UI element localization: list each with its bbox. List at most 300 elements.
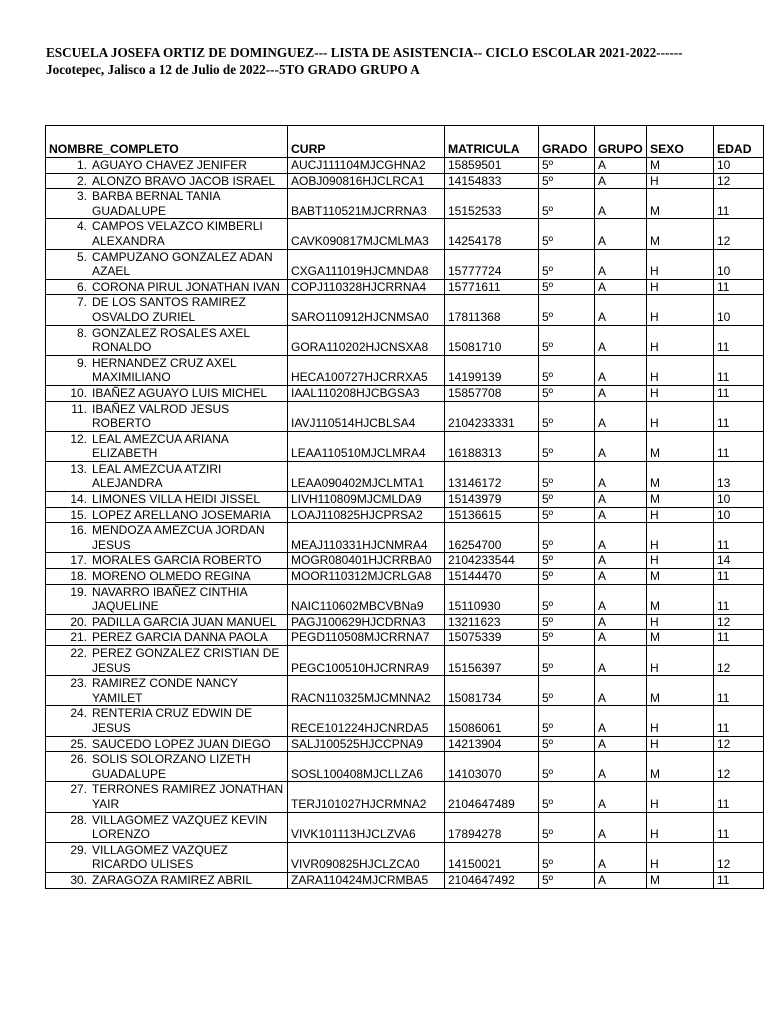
student-name: MENDOZA AMEZCUA JORDAN JESUS [92,523,265,552]
row-number: 21. [70,630,87,645]
row-number: 27. [70,782,87,797]
cell-grupo: A [595,614,647,630]
cell-edad: 11 [714,189,764,219]
cell-grado: 5º [539,584,595,614]
row-number: 15. [70,507,87,522]
cell-grupo: A [595,569,647,585]
student-name: HERNANDEZ CRUZ AXEL MAXIMILIANO [92,355,237,385]
cell-sexo: M [647,584,714,614]
cell-grado: 5º [539,492,595,508]
row-number: 28. [70,812,87,827]
cell-grado: 5º [539,249,595,279]
cell-curp: MOGR080401HJCRRBA0 [288,553,445,569]
cell-sexo: H [647,646,714,676]
row-number: 14. [70,492,87,507]
cell-curp: HECA100727HJCRRXA5 [288,355,445,385]
cell-matricula: 16254700 [445,523,539,553]
cell-matricula: 15152533 [445,189,539,219]
cell-matricula: 2104233331 [445,401,539,431]
cell-curp: PEGC100510HJCRNRA9 [288,646,445,676]
cell-grado: 5º [539,872,595,888]
cell-grupo: A [595,401,647,431]
cell-curp: IAVJ110514HJCBLSA4 [288,401,445,431]
table-row [46,706,764,736]
cell-matricula: 15081734 [445,676,539,706]
cell-curp: LEAA110510MJCLMRA4 [288,431,445,461]
student-name: RENTERIA CRUZ EDWIN DE JESUS [92,706,253,735]
cell-grupo: A [595,461,647,491]
cell-nombre [46,249,288,279]
cell-matricula: 16188313 [445,431,539,461]
cell-sexo: H [647,249,714,279]
table-row [46,461,764,491]
row-number: 26. [70,752,87,767]
cell-curp: AUCJ111104MJCGHNA2 [288,158,445,174]
cell-grupo: A [595,249,647,279]
cell-edad: 14 [714,553,764,569]
cell-grupo: A [595,385,647,401]
student-name: BARBA BERNAL TANIA GUADALUPE [92,189,220,218]
cell-nombre [46,158,288,174]
table-row [46,523,764,553]
cell-grado: 5º [539,355,595,385]
cell-grado: 5º [539,219,595,249]
student-name: MORALES GARCIA ROBERTO [92,553,262,568]
student-name: IBAÑEZ AGUAYO LUIS MICHEL [92,385,268,400]
cell-nombre [46,872,288,888]
cell-nombre [46,782,288,812]
attendance-table [45,125,764,889]
row-number: 12. [70,431,87,446]
cell-grado: 5º [539,676,595,706]
cell-matricula: 15081710 [445,325,539,355]
table-row [46,752,764,782]
column-header-nombre: NOMBRE_COMPLETO [46,126,288,158]
table-row [46,219,764,249]
table-row [46,630,764,646]
table-row [46,812,764,842]
table-row [46,646,764,676]
cell-grado: 5º [539,569,595,585]
cell-grado: 5º [539,646,595,676]
cell-curp: CXGA111019HJCMNDA8 [288,249,445,279]
cell-matricula: 15771611 [445,279,539,295]
student-name: PADILLA GARCIA JUAN MANUEL [92,614,277,629]
student-name: ALONZO BRAVO JACOB ISRAEL [92,173,276,188]
cell-grado: 5º [539,630,595,646]
row-number: 10. [70,385,87,400]
cell-nombre [46,507,288,523]
student-name: LOPEZ ARELLANO JOSEMARIA [92,507,271,522]
row-number: 11. [71,401,87,416]
student-name: GONZALEZ ROSALES AXEL RONALDO [92,325,250,355]
cell-sexo: H [647,325,714,355]
cell-curp: VIVR090825HJCLZCA0 [288,842,445,872]
cell-curp: RACN110325MJCMNNA2 [288,676,445,706]
cell-edad: 10 [714,492,764,508]
cell-sexo: M [647,492,714,508]
cell-curp: IAAL110208HJCBGSA3 [288,385,445,401]
cell-edad: 11 [714,325,764,355]
cell-nombre [46,189,288,219]
cell-matricula: 17811368 [445,295,539,325]
cell-matricula: 13146172 [445,461,539,491]
cell-sexo: H [647,782,714,812]
row-number: 9. [76,355,87,370]
cell-matricula: 14254178 [445,219,539,249]
cell-curp: PAGJ100629HJCDRNA3 [288,614,445,630]
table-row [46,676,764,706]
cell-grupo: A [595,782,647,812]
cell-nombre [46,219,288,249]
cell-matricula: 15136615 [445,507,539,523]
cell-sexo: H [647,279,714,295]
cell-edad: 12 [714,614,764,630]
cell-edad: 11 [714,279,764,295]
cell-edad: 11 [714,401,764,431]
cell-curp: RECE101224HJCNRDA5 [288,706,445,736]
cell-matricula: 15777724 [445,249,539,279]
cell-grado: 5º [539,279,595,295]
cell-matricula: 2104647492 [445,872,539,888]
table-row [46,872,764,888]
cell-grupo: A [595,872,647,888]
cell-curp: BABT110521MJCRRNA3 [288,189,445,219]
table-row [46,249,764,279]
cell-matricula: 15156397 [445,646,539,676]
student-name: AGUAYO CHAVEZ JENIFER [92,158,247,172]
row-number: 2. [76,173,87,188]
column-header-edad: EDAD [714,126,764,158]
table-row [46,569,764,585]
cell-matricula: 15110930 [445,584,539,614]
cell-sexo: H [647,355,714,385]
student-name: CAMPUZANO GONZALEZ ADAN AZAEL [92,249,273,279]
cell-edad: 11 [714,812,764,842]
cell-grado: 5º [539,385,595,401]
cell-edad: 11 [714,584,764,614]
cell-curp: NAIC110602MBCVBNa9 [288,584,445,614]
cell-edad: 12 [714,173,764,189]
cell-edad: 11 [714,782,764,812]
cell-grado: 5º [539,812,595,842]
cell-grupo: A [595,295,647,325]
cell-grupo: A [595,523,647,553]
cell-grado: 5º [539,189,595,219]
student-name: MORENO OLMEDO REGINA [92,569,251,584]
cell-sexo: M [647,676,714,706]
table-row [46,553,764,569]
row-number: 1. [76,158,87,172]
student-name: LEAL AMEZCUA ATZIRI ALEJANDRA [92,461,222,491]
cell-curp: PEGD110508MJCRRNA7 [288,630,445,646]
cell-grado: 5º [539,401,595,431]
cell-sexo: H [647,385,714,401]
table-row [46,584,764,614]
cell-sexo: M [647,431,714,461]
cell-edad: 12 [714,646,764,676]
table-body [46,158,764,889]
cell-edad: 11 [714,706,764,736]
cell-grado: 5º [539,553,595,569]
cell-matricula: 14213904 [445,736,539,752]
cell-grupo: A [595,812,647,842]
table-row [46,385,764,401]
cell-matricula: 15143979 [445,492,539,508]
cell-grupo: A [595,706,647,736]
cell-grupo: A [595,507,647,523]
cell-nombre [46,279,288,295]
cell-edad: 10 [714,158,764,174]
row-number: 29. [70,842,87,857]
cell-curp: VIVK101113HJCLZVA6 [288,812,445,842]
cell-sexo: M [647,569,714,585]
cell-sexo: H [647,401,714,431]
cell-nombre [46,295,288,325]
cell-nombre [46,461,288,491]
cell-grupo: A [595,431,647,461]
cell-sexo: M [647,872,714,888]
cell-grado: 5º [539,782,595,812]
cell-curp: TERJ101027HJCRMNA2 [288,782,445,812]
cell-nombre [46,355,288,385]
cell-edad: 11 [714,523,764,553]
column-header-sexo: SEXO [647,126,714,158]
cell-grado: 5º [539,158,595,174]
row-number: 3. [76,189,87,204]
cell-grupo: A [595,219,647,249]
cell-grupo: A [595,630,647,646]
student-name: CAMPOS VELAZCO KIMBERLI ALEXANDRA [92,219,263,248]
cell-grado: 5º [539,736,595,752]
table-row [46,431,764,461]
cell-matricula: 15075339 [445,630,539,646]
cell-edad: 12 [714,219,764,249]
table-row [46,325,764,355]
cell-matricula: 17894278 [445,812,539,842]
cell-sexo: H [647,173,714,189]
cell-grado: 5º [539,295,595,325]
student-name: SOLIS SOLORZANO LIZETH GUADALUPE [92,752,251,781]
cell-nombre [46,431,288,461]
cell-grupo: A [595,325,647,355]
header-line-1: ESCUELA JOSEFA ORTIZ DE DOMINGUEZ--- LISTA DE ASISTENCIA-- CICLO ESCOLAR 2021-2022------ [46,45,683,60]
cell-curp: COPJ110328HJCRRNA4 [288,279,445,295]
cell-matricula: 14150021 [445,842,539,872]
cell-sexo: M [647,189,714,219]
column-header-curp: CURP [288,126,445,158]
cell-grupo: A [595,279,647,295]
cell-edad: 10 [714,295,764,325]
student-name: LIMONES VILLA HEIDI JISSEL [92,492,261,507]
cell-nombre [46,842,288,872]
student-name: DE LOS SANTOS RAMIREZ OSVALDO ZURIEL [92,295,246,324]
cell-matricula: 15859501 [445,158,539,174]
row-number: 24. [70,706,87,721]
row-number: 8. [76,325,87,340]
cell-sexo: M [647,219,714,249]
cell-nombre [46,752,288,782]
cell-sexo: M [647,630,714,646]
cell-edad: 10 [714,507,764,523]
cell-grupo: A [595,736,647,752]
cell-edad: 12 [714,736,764,752]
cell-edad: 13 [714,461,764,491]
cell-curp: ZARA110424MJCRMBA5 [288,872,445,888]
student-name: ZARAGOZA RAMIREZ ABRIL [92,872,253,887]
cell-matricula: 2104647489 [445,782,539,812]
cell-grupo: A [595,676,647,706]
column-header-matricula: MATRICULA [445,126,539,158]
cell-nombre [46,630,288,646]
cell-edad: 10 [714,249,764,279]
cell-curp: MEAJ110331HJCNMRA4 [288,523,445,553]
cell-grupo: A [595,842,647,872]
cell-sexo: H [647,553,714,569]
cell-edad: 11 [714,385,764,401]
cell-matricula: 15144470 [445,569,539,585]
cell-curp: CAVK090817MJCMLMA3 [288,219,445,249]
cell-edad: 11 [714,569,764,585]
cell-edad: 11 [714,431,764,461]
student-name: LEAL AMEZCUA ARIANA ELIZABETH [92,431,229,461]
document-header [46,44,746,78]
cell-matricula: 15857708 [445,385,539,401]
cell-curp: MOOR110312MJCRLGA8 [288,569,445,585]
student-name: VILLAGOMEZ VAZQUEZ RICARDO ULISES [92,842,228,872]
cell-grado: 5º [539,706,595,736]
row-number: 5. [76,249,87,264]
cell-grupo: A [595,752,647,782]
column-header-grupo: GRUPO [595,126,647,158]
table-row [46,158,764,174]
cell-grupo: A [595,189,647,219]
table-row [46,295,764,325]
cell-sexo: M [647,752,714,782]
cell-nombre [46,569,288,585]
cell-matricula: 14103070 [445,752,539,782]
cell-curp: SALJ100525HJCCPNA9 [288,736,445,752]
cell-sexo: H [647,523,714,553]
cell-grado: 5º [539,614,595,630]
cell-matricula: 14154833 [445,173,539,189]
cell-sexo: M [647,461,714,491]
cell-grupo: A [595,173,647,189]
cell-nombre [46,492,288,508]
table-row [46,401,764,431]
cell-sexo: H [647,812,714,842]
row-number: 30. [70,872,87,887]
student-name: NAVARRO IBAÑEZ CINTHIA JAQUELINE [92,584,247,614]
table-row [46,842,764,872]
cell-curp: GORA110202HJCNSXA8 [288,325,445,355]
student-name: IBAÑEZ VALROD JESUS ROBERTO [92,401,230,431]
cell-nombre [46,173,288,189]
cell-nombre [46,325,288,355]
cell-grado: 5º [539,461,595,491]
cell-sexo: H [647,295,714,325]
student-name: SAUCEDO LOPEZ JUAN DIEGO [92,736,271,751]
student-name: PEREZ GARCIA DANNA PAOLA [92,630,268,645]
cell-nombre [46,706,288,736]
cell-nombre [46,553,288,569]
cell-sexo: H [647,507,714,523]
row-number: 19. [70,584,87,599]
table-row [46,614,764,630]
student-name: TERRONES RAMIREZ JONATHAN YAIR [92,782,284,811]
cell-nombre [46,385,288,401]
cell-matricula: 14199139 [445,355,539,385]
cell-curp: AOBJ090816HJCLRCA1 [288,173,445,189]
cell-grado: 5º [539,842,595,872]
row-number: 18. [70,569,87,584]
cell-matricula: 2104233544 [445,553,539,569]
row-number: 16. [70,523,87,538]
row-number: 17. [70,553,87,568]
row-number: 13. [70,461,87,476]
cell-edad: 11 [714,355,764,385]
cell-nombre [46,646,288,676]
cell-grupo: A [595,553,647,569]
row-number: 20. [70,614,87,629]
cell-edad: 12 [714,842,764,872]
cell-grupo: A [595,158,647,174]
header-line-2: Jocotepec, Jalisco a 12 de Julio de 2022---5TO GRADO GRUPO A [46,62,420,77]
cell-grupo: A [595,492,647,508]
table-row [46,189,764,219]
cell-curp: SOSL100408MJCLLZA6 [288,752,445,782]
cell-edad: 11 [714,630,764,646]
table-row [46,507,764,523]
cell-matricula: 13211623 [445,614,539,630]
cell-matricula: 15086061 [445,706,539,736]
table-row [46,492,764,508]
row-number: 4. [76,219,87,234]
student-name: CORONA PIRUL JONATHAN IVAN [92,279,280,294]
student-name: PEREZ GONZALEZ CRISTIAN DE JESUS [92,646,280,675]
cell-grado: 5º [539,325,595,355]
student-name: RAMIREZ CONDE NANCY YAMILET [92,676,238,705]
cell-grupo: A [595,646,647,676]
cell-edad: 12 [714,752,764,782]
cell-sexo: H [647,736,714,752]
cell-nombre [46,736,288,752]
cell-curp: SARO110912HJCNMSA0 [288,295,445,325]
cell-grado: 5º [539,523,595,553]
cell-grado: 5º [539,431,595,461]
table-row [46,736,764,752]
cell-curp: LIVH110809MJCMLDA9 [288,492,445,508]
cell-curp: LEAA090402MJCLMTA1 [288,461,445,491]
cell-sexo: M [647,158,714,174]
student-name: VILLAGOMEZ VAZQUEZ KEVIN LORENZO [92,812,268,842]
column-header-grado: GRADO [539,126,595,158]
cell-grado: 5º [539,173,595,189]
table-row [46,279,764,295]
cell-grupo: A [595,355,647,385]
table-row [46,355,764,385]
cell-sexo: H [647,614,714,630]
row-number: 25. [70,736,87,751]
table-row [46,782,764,812]
cell-grado: 5º [539,752,595,782]
cell-nombre [46,401,288,431]
cell-curp: LOAJ110825HJCPRSA2 [288,507,445,523]
cell-sexo: H [647,842,714,872]
table-row [46,173,764,189]
cell-grado: 5º [539,507,595,523]
row-number: 22. [70,646,87,660]
